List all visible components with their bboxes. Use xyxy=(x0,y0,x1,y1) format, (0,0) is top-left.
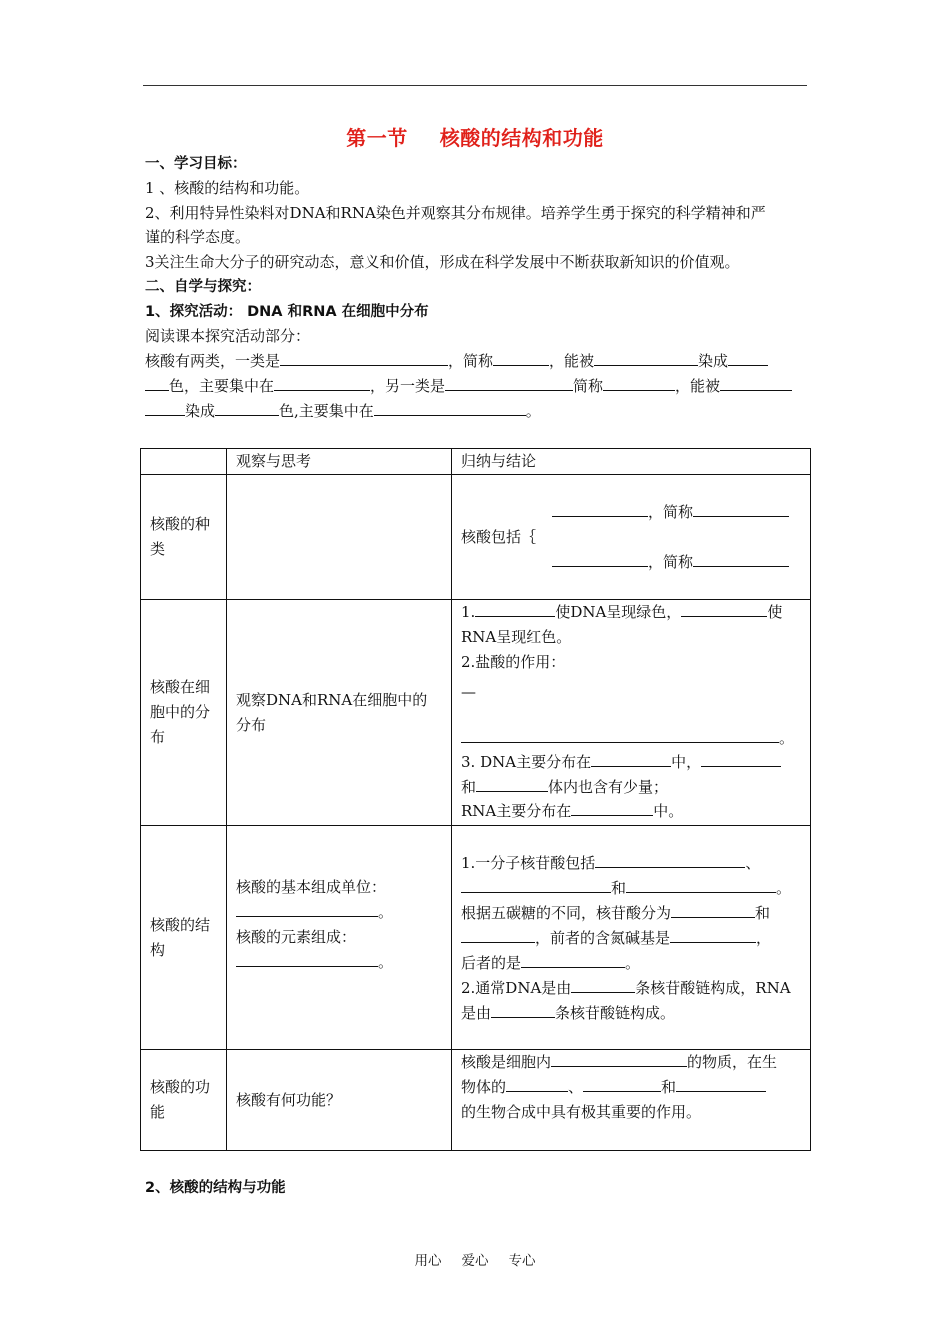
fill-paragraph-line-1: 核酸有两类，一类是 ，简称 ，能被 染成 xyxy=(145,349,768,373)
fill-blank[interactable] xyxy=(215,401,279,416)
observation-cell xyxy=(227,475,452,600)
fill-blank[interactable] xyxy=(701,752,781,767)
fill-blank[interactable] xyxy=(693,502,789,517)
objective-2: 2、利用特异性染料对DNA和RNA染色并观察其分布规律。培养学生勇于探究的科学精神和严 xyxy=(145,204,766,222)
section-1-heading: 一、学习目标： xyxy=(145,156,247,172)
table-row xyxy=(141,600,811,826)
fill-blank[interactable] xyxy=(476,777,548,792)
observation-cell: 核酸有何功能？ xyxy=(227,1050,452,1151)
fill-blank[interactable] xyxy=(720,376,792,391)
conclusion-cell: 1. 使DNA呈现绿色， 使 RNA呈现红色。 2.盐酸的作用： — 。 3. DNA主要分布在 中， 和 体内也含有少量； RNA主要分布在 中。 xyxy=(452,600,811,826)
fill-blank[interactable] xyxy=(145,376,169,391)
conclusion-cell: 1.一分子核苷酸包括 、 和 。 根据五碳糖的不同，核苷酸分为 和 ，前者的含氮碱基是 ， 后者的是 。 2.通常DNA是由 条核苷酸链构成，RNA 是由 条核苷酸链构成。 xyxy=(452,826,811,1050)
read-instruction: 阅读课本探究活动部分： xyxy=(145,327,311,345)
conclusion-cell: 核酸是细胞内 的物质，在生 物体的 、 和 的生物合成中具有极其重要的作用。 xyxy=(452,1050,811,1151)
fill-blank[interactable] xyxy=(461,878,611,893)
fill-blank[interactable] xyxy=(461,728,779,743)
fill-blank[interactable] xyxy=(571,801,653,816)
fill-blank[interactable] xyxy=(445,376,573,391)
fill-blank[interactable] xyxy=(521,953,625,968)
page-title xyxy=(0,122,950,151)
fill-paragraph-line-2: 色，主要集中在 ，另一类是 简称 ，能被 xyxy=(145,374,792,398)
title-section-number: 第一节 xyxy=(346,126,408,150)
fill-blank[interactable] xyxy=(594,351,698,366)
fill-blank[interactable] xyxy=(491,1003,555,1018)
fill-blank[interactable] xyxy=(374,401,526,416)
fill-blank[interactable] xyxy=(475,602,555,617)
fill-blank[interactable] xyxy=(551,1052,687,1067)
observation-cell: 观察DNA和RNA在细胞中的分布 xyxy=(227,600,452,826)
objective-3: 3关注生命大分子的研究动态，意义和价值，形成在科学发展中不断获取新知识的价值观。 xyxy=(145,253,740,271)
fill-blank[interactable] xyxy=(595,853,745,868)
title-text: 核酸的结构和功能 xyxy=(439,126,604,150)
fill-blank[interactable] xyxy=(280,351,448,366)
fill-blank[interactable] xyxy=(603,376,675,391)
row-label: 核酸的种类 xyxy=(141,475,227,600)
table-header-row xyxy=(141,449,811,475)
fill-blank[interactable] xyxy=(274,376,370,391)
objective-1: 1 、核酸的结构和功能。 xyxy=(145,179,310,197)
fill-blank[interactable] xyxy=(236,902,378,917)
objective-2-cont: 谨的科学态度。 xyxy=(145,228,251,246)
table-header-cell: 归纳与结论 xyxy=(452,449,811,475)
table-header-cell xyxy=(141,449,227,475)
fill-blank[interactable] xyxy=(145,401,185,416)
row-label: 核酸的功能 xyxy=(141,1050,227,1151)
fill-paragraph-line-3: 染成 色,主要集中在 。 xyxy=(145,399,541,423)
table-row xyxy=(141,1050,811,1151)
fill-blank[interactable] xyxy=(552,552,648,567)
fill-blank[interactable] xyxy=(728,351,768,366)
header-rule xyxy=(143,85,807,86)
section-2-subheading: 2、核酸的结构与功能 xyxy=(145,1180,286,1196)
study-table xyxy=(140,448,811,1151)
row-label: 核酸的结构 xyxy=(141,826,227,1050)
fill-blank[interactable] xyxy=(670,928,756,943)
fill-blank[interactable] xyxy=(506,1077,568,1092)
row-label: 核酸在细胞中的分布 xyxy=(141,600,227,826)
nucleic-acid-includes-label: 核酸包括｛ xyxy=(461,528,537,546)
activity-heading: 1、探究活动： DNA 和RNA 在细胞中分布 xyxy=(145,304,429,320)
table-header-cell: 观察与思考 xyxy=(227,449,452,475)
fill-blank[interactable] xyxy=(552,502,648,517)
fill-blank[interactable] xyxy=(461,928,535,943)
fill-blank[interactable] xyxy=(583,1077,661,1092)
observation-cell: 核酸的基本组成单位： 。 核酸的元素组成： 。 xyxy=(227,826,452,1050)
table-row xyxy=(141,826,811,1050)
fill-blank[interactable] xyxy=(681,602,767,617)
fill-blank[interactable] xyxy=(676,1077,766,1092)
conclusion-cell: ，简称 核酸包括｛ ，简称 xyxy=(452,475,811,600)
table-row xyxy=(141,475,811,600)
fill-blank[interactable] xyxy=(571,978,635,993)
footer-motto: 用心 爱心 专心 xyxy=(414,1253,536,1269)
fill-blank[interactable] xyxy=(236,952,378,967)
fill-blank[interactable] xyxy=(493,351,549,366)
fill-blank[interactable] xyxy=(671,903,755,918)
fill-blank[interactable] xyxy=(626,878,776,893)
fill-blank[interactable] xyxy=(693,552,789,567)
fill-blank[interactable] xyxy=(591,752,671,767)
section-2-heading: 二、自学与探究： xyxy=(145,279,261,295)
